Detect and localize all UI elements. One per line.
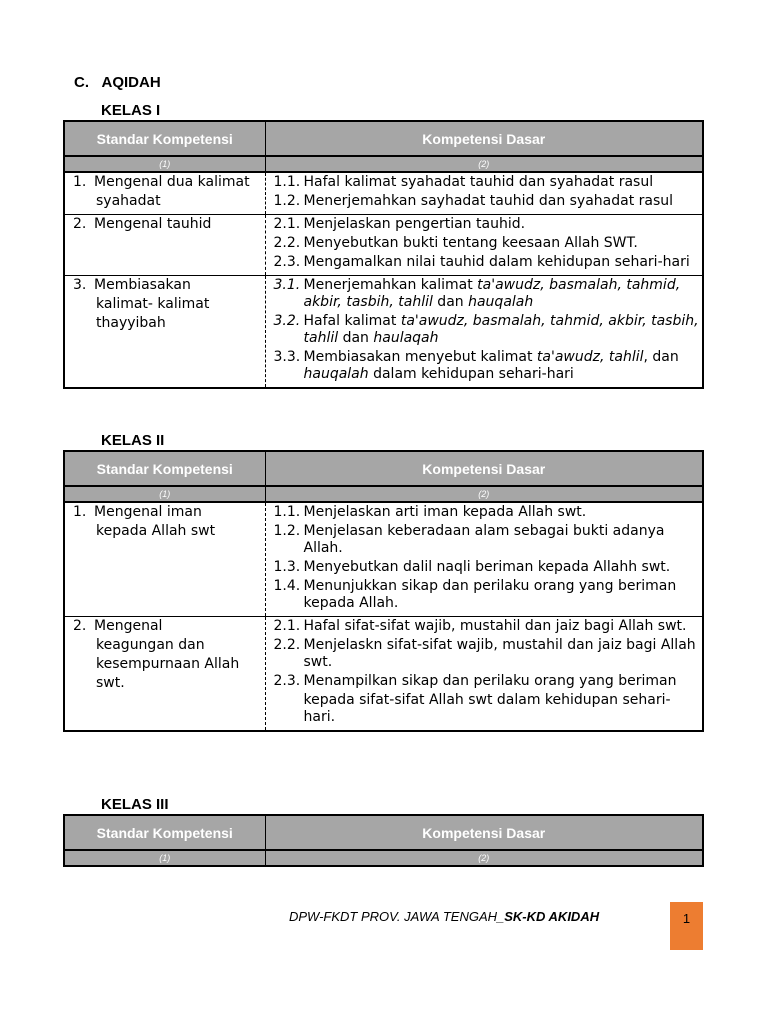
kd-text-part: Hafal kalimat syahadat tauhid dan syahadat rasul bbox=[303, 174, 654, 190]
kd-text-italic: hauqalah bbox=[468, 294, 534, 310]
kompetensi-dasar-cell bbox=[265, 276, 703, 389]
kd-number: 2.2. bbox=[273, 637, 301, 653]
sk-number: 3. bbox=[73, 277, 87, 293]
header-standar-kompetensi: Standar Kompetensi bbox=[64, 121, 265, 156]
kd-text bbox=[304, 313, 701, 347]
kd-number: 2.3. bbox=[273, 673, 301, 689]
kd-text bbox=[304, 174, 701, 191]
kd-text-part: dan bbox=[338, 330, 374, 346]
kompetensi-dasar-cell bbox=[265, 502, 703, 617]
kd-item bbox=[274, 313, 701, 347]
table-row bbox=[64, 502, 703, 617]
kd-text-part: , dan bbox=[643, 349, 679, 365]
kd-text-part: dan bbox=[432, 294, 469, 310]
kd-text bbox=[304, 193, 701, 210]
kd-item bbox=[274, 637, 701, 671]
kd-number: 2.1. bbox=[273, 216, 301, 232]
sk-first-line bbox=[73, 618, 261, 635]
sk-text: swt. bbox=[96, 675, 125, 691]
kd-item bbox=[274, 277, 701, 311]
kd-text-part: Menerjemahkan sayhadat tauhid dan syahadat rasul bbox=[303, 193, 674, 209]
footer-label: DPW-FKDT PROV. JAWA TENGAH_ bbox=[289, 909, 505, 924]
standar-kompetensi-cell bbox=[64, 276, 265, 389]
kd-number: 3.3. bbox=[273, 349, 301, 365]
kd-item bbox=[274, 193, 701, 210]
sk-text: Mengenal iman bbox=[94, 504, 202, 520]
kd-text-part: Menerjemahkan kalimat bbox=[303, 277, 478, 293]
section-title: AQIDAH bbox=[101, 74, 161, 91]
kd-item bbox=[274, 559, 701, 576]
header-standar-kompetensi: Standar Kompetensi bbox=[64, 815, 265, 850]
kelas-3-title: KELAS III bbox=[101, 796, 169, 813]
kd-item bbox=[274, 504, 701, 521]
kd-item bbox=[274, 618, 701, 635]
column-number: (1) bbox=[64, 156, 265, 172]
kd-text bbox=[304, 504, 701, 521]
kd-text bbox=[304, 349, 701, 383]
kd-text-part: Hafal sifat-sifat wajib, mustahil dan jaiz bagi Allah swt. bbox=[303, 618, 687, 634]
kelas-3-table bbox=[63, 814, 704, 867]
footer-bold-label: SK-KD AKIDAH bbox=[504, 909, 600, 924]
table-row bbox=[64, 276, 703, 389]
header-kompetensi-dasar: Kompetensi Dasar bbox=[265, 815, 703, 850]
header-kompetensi-dasar: Kompetensi Dasar bbox=[265, 451, 703, 486]
kd-item bbox=[274, 578, 701, 612]
kd-number: 1.2. bbox=[273, 193, 301, 209]
page-number: 1 bbox=[670, 902, 703, 950]
kd-item bbox=[274, 235, 701, 252]
kd-number: 3.2. bbox=[273, 313, 301, 329]
kd-text bbox=[304, 637, 701, 671]
kd-item bbox=[274, 673, 701, 726]
kompetensi-dasar-cell bbox=[265, 172, 703, 215]
kd-text bbox=[304, 523, 701, 557]
sk-number: 2. bbox=[73, 216, 87, 232]
kd-text-part: Menjelaskan arti iman kepada Allah swt. bbox=[303, 504, 587, 520]
kd-item bbox=[274, 349, 701, 383]
kd-text-part: Menjelaskan pengertian tauhid. bbox=[303, 216, 526, 232]
kd-text bbox=[304, 618, 701, 635]
standar-kompetensi-cell bbox=[64, 502, 265, 617]
column-number: (2) bbox=[265, 156, 703, 172]
standar-kompetensi-cell bbox=[64, 215, 265, 276]
kd-text-part: Menyebutkan dalil naqli beriman kepada Allahh swt. bbox=[303, 559, 671, 575]
sk-first-line bbox=[73, 277, 261, 294]
sk-first-line bbox=[73, 216, 261, 233]
kd-text bbox=[304, 673, 701, 726]
kd-number: 3.1. bbox=[273, 277, 301, 293]
kd-text-italic: haulaqah bbox=[373, 330, 439, 346]
sk-number: 2. bbox=[73, 618, 87, 634]
sk-text: Mengenal dua kalimat bbox=[94, 174, 250, 190]
sk-number: 1. bbox=[73, 174, 87, 190]
sk-text: kepada Allah swt bbox=[96, 523, 216, 539]
kd-number: 1.4. bbox=[273, 578, 301, 594]
sk-text: keagungan dan bbox=[96, 637, 205, 653]
sk-number: 1. bbox=[73, 504, 87, 520]
header-standar-kompetensi: Standar Kompetensi bbox=[64, 451, 265, 486]
kd-text bbox=[304, 277, 701, 311]
kd-text bbox=[304, 254, 701, 271]
footer-text bbox=[289, 909, 599, 924]
standar-kompetensi-cell bbox=[64, 172, 265, 215]
kd-text-part: Menyebutkan bukti tentang keesaan Allah SWT. bbox=[303, 235, 638, 251]
kd-text bbox=[304, 578, 701, 612]
kd-text-italic: ta'awudz, basmalah, tahmid, akbir, tasbih, tahlil bbox=[303, 313, 699, 346]
kd-text-italic: ta'awudz, basmalah, tahmid, akbir, tasbih, tahlil bbox=[303, 277, 681, 310]
kd-number: 1.1. bbox=[273, 174, 301, 190]
kd-number: 1.3. bbox=[273, 559, 301, 575]
kd-item bbox=[274, 523, 701, 557]
kd-text bbox=[304, 235, 701, 252]
column-number: (2) bbox=[265, 486, 703, 502]
kd-number: 2.3. bbox=[273, 254, 301, 270]
table-row bbox=[64, 617, 703, 732]
header-kompetensi-dasar: Kompetensi Dasar bbox=[265, 121, 703, 156]
sk-text: kalimat- kalimat bbox=[96, 296, 210, 312]
kd-text-part: Membiasakan menyebut kalimat bbox=[303, 349, 537, 365]
kd-item bbox=[274, 216, 701, 233]
column-number: (1) bbox=[64, 850, 265, 866]
kd-text bbox=[304, 216, 701, 233]
kd-text-part: Menjelaskn sifat-sifat wajib, mustahil dan jaiz bagi Allah swt. bbox=[303, 637, 696, 670]
section-letter: C. bbox=[74, 74, 89, 91]
kd-text-part: Menunjukkan sikap dan perilaku orang yang beriman kepada Allah. bbox=[303, 578, 677, 611]
kelas-1-table bbox=[63, 120, 704, 389]
kd-text bbox=[304, 559, 701, 576]
kd-text-italic: hauqalah bbox=[303, 366, 369, 382]
table-row bbox=[64, 172, 703, 215]
kd-number: 1.2. bbox=[273, 523, 301, 539]
kd-number: 1.1. bbox=[273, 504, 301, 520]
table-row bbox=[64, 215, 703, 276]
kd-text-part: Hafal kalimat bbox=[303, 313, 401, 329]
sk-text: syahadat bbox=[96, 193, 161, 209]
kd-text-part: Mengamalkan nilai tauhid dalam kehidupan sehari-hari bbox=[303, 254, 690, 270]
kd-text-italic: ta'awudz, tahlil bbox=[536, 349, 644, 365]
sk-text: Mengenal bbox=[94, 618, 163, 634]
sk-text: Membiasakan bbox=[94, 277, 191, 293]
kd-number: 2.1. bbox=[273, 618, 301, 634]
sk-text: Mengenal tauhid bbox=[94, 216, 212, 232]
kd-text-continued: kepada sifat-sifat Allah swt dalam kehidupan sehari-hari. bbox=[303, 692, 671, 725]
kd-text-part: dalam kehidupan sehari-hari bbox=[368, 366, 574, 382]
column-number: (2) bbox=[265, 850, 703, 866]
section-heading bbox=[74, 74, 161, 91]
sk-text: kesempurnaan Allah bbox=[96, 656, 240, 672]
sk-first-line bbox=[73, 504, 261, 521]
kd-item bbox=[274, 254, 701, 271]
kelas-2-table bbox=[63, 450, 704, 732]
sk-first-line bbox=[73, 174, 261, 191]
kompetensi-dasar-cell bbox=[265, 617, 703, 732]
kompetensi-dasar-cell bbox=[265, 215, 703, 276]
sk-text: thayyibah bbox=[96, 315, 166, 331]
column-number: (1) bbox=[64, 486, 265, 502]
kd-text-part: Menampilkan sikap dan perilaku orang yang beriman bbox=[303, 673, 677, 689]
standar-kompetensi-cell bbox=[64, 617, 265, 732]
kelas-2-title: KELAS II bbox=[101, 432, 165, 449]
kelas-1-title: KELAS I bbox=[101, 102, 161, 119]
kd-item bbox=[274, 174, 701, 191]
kd-number: 2.2. bbox=[273, 235, 301, 251]
kd-text-part: Menjelasan keberadaan alam sebagai bukti adanya Allah. bbox=[303, 523, 665, 556]
